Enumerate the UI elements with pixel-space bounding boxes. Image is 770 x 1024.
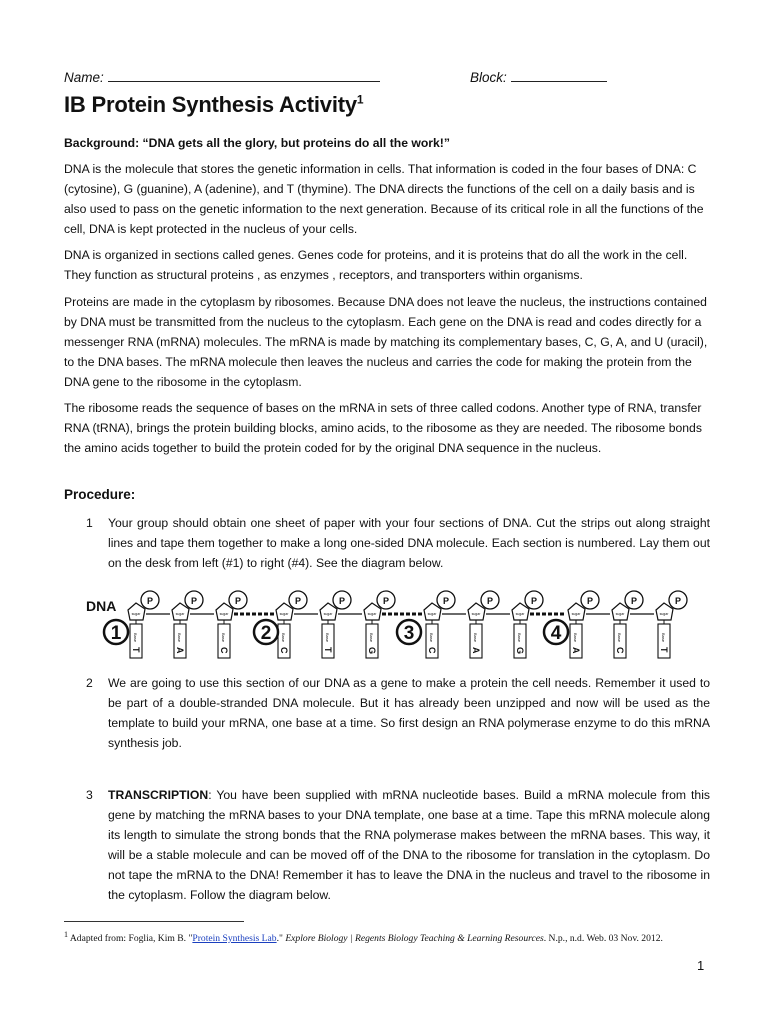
base-prefix: Base (573, 633, 578, 643)
phosphate-label: P (674, 596, 682, 606)
base-prefix: Base (517, 633, 522, 643)
sugar-label: sugar (571, 612, 581, 616)
name-blank[interactable] (108, 68, 380, 82)
page-number: 1 (697, 958, 705, 973)
footnote-link[interactable]: Protein Synthesis Lab (192, 933, 277, 945)
title-text: IB Protein Synthesis Activity (64, 92, 357, 117)
block-field[interactable] (470, 68, 607, 85)
base-prefix: Base (177, 633, 182, 643)
step-text: TRANSCRIPTION: You have been supplied with mRNA nucleotide bases. Build a mRNA molecule from this gene by matching the mRNA bases to your DNA template, one base at a time. Tape this mRNA molecule along its length to simulate the strong bonds that the RNA polymerase makes between the mRNA bases. This way, it will be a stable molecule and can be moved off of the DNA to the ribosome for translation in the cytoplasm. Do not tape the mRNA to the DNA! Remember it has to leave the DNA in the nucleus and travel to the ribosome in the cytoplasm. Follow the diagram below. (108, 788, 710, 902)
step-text: Your group should obtain one sheet of paper with your four sections of DNA. Cut the strips out along straight lines and tape them together to make a long one-sided DNA molecule. Each section is numbered. Lay them out on the desk from left (#1) to right (#4). See the diagram below. (108, 516, 710, 570)
step-number: 2 (86, 676, 93, 690)
base-letter: T (131, 647, 141, 653)
phosphate-label: P (530, 596, 538, 606)
sugar-label: sugar (515, 612, 525, 616)
section-number: 1 (110, 623, 122, 644)
base-letter: T (659, 647, 669, 653)
sugar-label: sugar (131, 612, 141, 616)
phosphate-label: P (294, 596, 302, 606)
procedure-heading: Procedure: (64, 487, 136, 502)
section-number: 4 (550, 623, 562, 644)
base-letter: C (219, 647, 229, 654)
phosphate-label: P (234, 596, 242, 606)
base-letter: C (615, 647, 625, 654)
footnote: $^1$ Adapted from: Foglia, Kim B. "Protein Synthesis Lab." Explore Biology | Regents Biology Teaching & Learning Resources. N.p., n.d. Web. 03 Nov. 2012. (64, 930, 663, 945)
name-label: Name: (64, 70, 104, 85)
base-prefix: Base (429, 633, 434, 643)
base-letter: A (571, 647, 581, 654)
sugar-label: sugar (323, 612, 333, 616)
paragraph-dna-intro: DNA is the molecule that stores the genetic information in cells. That information is coded in the four bases of DNA: C (cytosine), G (guanine), A (adenine), and T (thymine). The DNA directs the functions of the cell on a daily basis and is also used to pass on the genetic information to the next generation. Because of its critical role in all the functions of the cell, DNA is kept protected in the nucleus of your cells. (64, 162, 704, 236)
step-text: We are going to use this section of our DNA as a gene to make a protein the cell needs. Remember it used to be part of a double-stranded DNA molecule. But it has already been unzipped and now will be used as the template to build your mRNA, one base at a time. So first design an RNA polymerase enzyme to do this mRNA synthesis job. (108, 676, 710, 750)
base-letter: C (279, 647, 289, 654)
name-field[interactable] (64, 68, 380, 85)
transcription-term: TRANSCRIPTION (108, 788, 209, 802)
step-number: 1 (86, 516, 93, 530)
phosphate-label: P (190, 596, 198, 606)
base-letter: G (367, 647, 377, 655)
base-prefix: Base (661, 633, 666, 643)
sugar-label: sugar (471, 612, 481, 616)
block-blank[interactable] (511, 68, 607, 82)
base-letter: G (515, 647, 525, 655)
paragraph-ribosome: The ribosome reads the sequence of bases on the mRNA in sets of three called codons. Another type of RNA, transfer RNA (tRNA), brings the protein building blocks, amino acids, to the ribosome as they are needed. The ribosome bonds the amino acids together to build the protein coded for by the original DNA sequence in the nucleus. (64, 401, 702, 455)
phosphate-label: P (486, 596, 494, 606)
sugar-label: sugar (367, 612, 377, 616)
sugar-label: sugar (659, 612, 669, 616)
sugar-label: sugar (427, 612, 437, 616)
base-prefix: Base (325, 633, 330, 643)
base-prefix: Base (617, 633, 622, 643)
sugar-label: sugar (219, 612, 229, 616)
dna-label: DNA (86, 598, 117, 614)
phosphate-label: P (586, 596, 594, 606)
base-letter: A (175, 647, 185, 654)
base-letter: A (471, 647, 481, 654)
background-heading: Background: “DNA gets all the glory, but proteins do all the work!” (64, 136, 450, 150)
base-prefix: Base (133, 633, 138, 643)
section-number: 3 (403, 623, 415, 644)
dna-strand-diagram (84, 578, 704, 664)
page-title (64, 92, 363, 118)
paragraph-genes: DNA is organized in sections called genes. Genes code for proteins, and it is proteins that do all the work in the cell. They function as structural proteins , as enzymes , receptors, and transporters within organisms. (64, 248, 688, 282)
base-letter: T (323, 647, 333, 653)
phosphate-label: P (146, 596, 154, 606)
phosphate-label: P (382, 596, 390, 606)
title-footnote-mark: 1 (356, 92, 364, 107)
phosphate-label: P (630, 596, 638, 606)
base-prefix: Base (369, 633, 374, 643)
base-prefix: Base (281, 633, 286, 643)
base-prefix: Base (473, 633, 478, 643)
sugar-label: sugar (279, 612, 289, 616)
footnote-divider (64, 921, 244, 922)
section-number: 2 (260, 623, 272, 644)
paragraph-proteins: Proteins are made in the cytoplasm by ribosomes. Because DNA does not leave the nucleus, the instructions contained by DNA must be transmitted from the nucleus to the cytoplasm. Each gene on the DNA is read and codes directly for a messenger RNA (mRNA) molecules. The mRNA is made by matching its complementary bases, C, G, A, and U (uracil), to the DNA bases. The mRNA molecule then leaves the nucleus and carries the code for making the protein from the DNA gene to the ribosome in the cytoplasm. (64, 295, 708, 389)
phosphate-label: P (338, 596, 346, 606)
base-prefix: Base (221, 633, 226, 643)
block-label: Block: (470, 70, 507, 85)
phosphate-label: P (442, 596, 450, 606)
base-letter: C (427, 647, 437, 654)
step-number: 3 (86, 788, 93, 802)
sugar-label: sugar (615, 612, 625, 616)
sugar-label: sugar (175, 612, 185, 616)
